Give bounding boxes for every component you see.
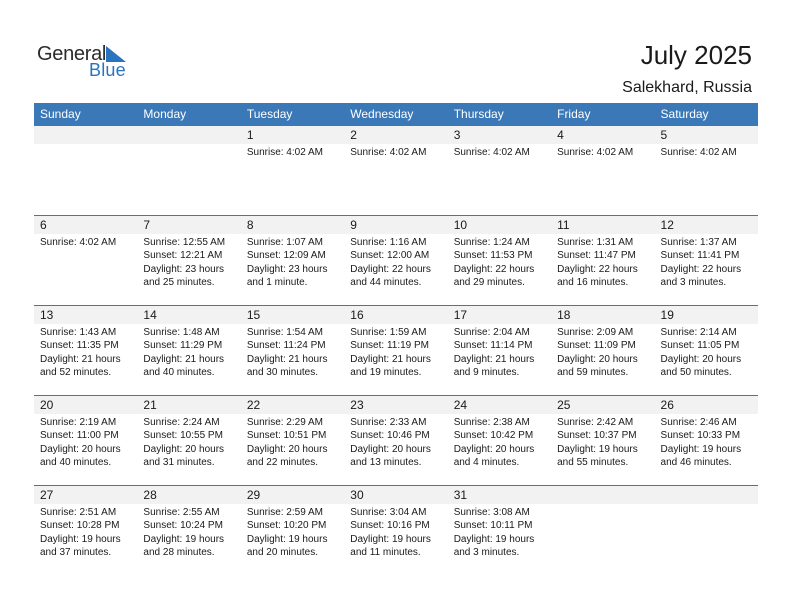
sun-info-line: Sunset: 12:09 AM <box>246 250 326 262</box>
sun-info-line: Sunrise: 1:31 AM <box>557 237 634 248</box>
day-band <box>448 126 551 144</box>
sun-info <box>350 146 426 159</box>
sun-info-line: Sunset: 10:37 PM <box>557 430 637 442</box>
day-number: 7 <box>143 218 151 232</box>
sun-info-line: Sunset: 11:47 PM <box>557 250 636 262</box>
sun-info-line: Sunrise: 4:02 AM <box>40 237 117 248</box>
sun-info-line: Sunrise: 4:02 AM <box>453 147 530 158</box>
sun-info <box>454 506 535 560</box>
sun-info-line: Sunrise: 3:08 AM <box>453 507 530 518</box>
sun-info-line: Sunrise: 2:46 AM <box>660 417 737 428</box>
sun-info <box>454 236 535 290</box>
day-number: 29 <box>246 488 261 502</box>
day-cell <box>241 396 344 485</box>
sun-info-line: Sunrise: 12:55 AM <box>143 237 226 248</box>
sun-info <box>557 416 638 470</box>
sun-info-line: and 22 minutes. <box>246 457 319 469</box>
weekday-thursday: Thursday <box>453 107 504 121</box>
day-cell <box>551 126 654 215</box>
day-cell <box>655 306 758 395</box>
sun-info-line: Sunrise: 2:38 AM <box>453 417 530 428</box>
sun-info-line: Sunrise: 1:43 AM <box>40 327 117 338</box>
day-cell <box>344 126 447 215</box>
sun-info-line: Daylight: 19 hours <box>143 533 225 545</box>
sun-info-line: Sunrise: 2:14 AM <box>660 327 737 338</box>
sun-info-line: and 52 minutes. <box>40 367 112 379</box>
sun-info-line: and 29 minutes. <box>453 277 525 289</box>
sun-info-line: Sunrise: 1:37 AM <box>660 237 737 248</box>
day-cell <box>448 216 551 305</box>
sun-info-line: and 11 minutes. <box>350 547 421 559</box>
day-number: 20 <box>40 398 54 412</box>
day-band <box>655 126 758 144</box>
day-cell <box>34 486 137 575</box>
day-band <box>241 216 344 234</box>
sun-info-line: Sunset: 10:11 PM <box>453 520 533 532</box>
empty-day-cell <box>137 126 240 215</box>
sun-info-line: Sunset: 10:24 PM <box>143 520 223 532</box>
sun-info-line: and 50 minutes. <box>660 367 732 379</box>
day-cell <box>34 396 137 485</box>
sun-info-line: and 20 minutes. <box>246 547 319 559</box>
sun-info-line: and 30 minutes. <box>246 367 319 379</box>
sun-info <box>350 416 431 470</box>
sun-info <box>661 326 742 380</box>
sun-info-line: and 4 minutes. <box>453 457 520 469</box>
sun-info-line: Daylight: 20 hours <box>143 443 225 455</box>
day-number: 14 <box>143 308 157 322</box>
calendar-week <box>34 126 758 215</box>
sun-info-line: Sunset: 11:05 PM <box>660 340 740 352</box>
day-cell <box>655 216 758 305</box>
sun-info-line: Sunrise: 2:33 AM <box>350 417 427 428</box>
sun-info-line: Sunrise: 1:54 AM <box>246 327 323 338</box>
sun-info <box>247 146 323 159</box>
day-band <box>34 216 137 234</box>
sun-info-line: Sunset: 10:16 PM <box>350 520 430 532</box>
empty-day-cell <box>34 126 137 215</box>
sun-info <box>247 236 328 290</box>
location-subtitle: Salekhard, Russia <box>622 79 752 96</box>
sun-info <box>40 506 121 560</box>
sun-info-line: Sunset: 10:55 PM <box>143 430 223 442</box>
sun-info-line: Sunrise: 4:02 AM <box>660 147 737 158</box>
sun-info-line: Daylight: 21 hours <box>350 353 431 365</box>
day-cell <box>655 396 758 485</box>
day-number: 11 <box>557 218 570 232</box>
weekday-wednesday: Wednesday <box>350 107 414 121</box>
sun-info-line: and 3 minutes. <box>660 277 727 289</box>
sun-info-line: Sunset: 10:51 PM <box>246 430 327 442</box>
calendar-weeks <box>34 126 758 575</box>
sun-info-line: Daylight: 23 hours <box>143 263 225 275</box>
sun-info-line: Daylight: 19 hours <box>453 533 535 545</box>
day-cell <box>344 396 447 485</box>
sun-info-line: and 37 minutes. <box>40 547 112 559</box>
day-cell <box>137 396 240 485</box>
sun-info-line: Daylight: 22 hours <box>660 263 742 275</box>
sun-info-line: Daylight: 19 hours <box>557 443 638 455</box>
sun-info-line: Sunrise: 3:04 AM <box>350 507 427 518</box>
day-cell <box>241 126 344 215</box>
sun-info-line: Sunrise: 2:51 AM <box>40 507 117 518</box>
day-cell <box>137 306 240 395</box>
weekday-friday: Friday <box>557 107 591 121</box>
day-number: 30 <box>350 488 364 502</box>
day-band <box>551 126 654 144</box>
sun-info-line: Daylight: 21 hours <box>453 353 535 365</box>
sun-info-line: Sunset: 11:53 PM <box>453 250 533 262</box>
day-band <box>344 126 447 144</box>
sun-info-line: Daylight: 19 hours <box>40 533 121 545</box>
calendar-week <box>34 485 758 575</box>
sun-info-line: Sunrise: 2:19 AM <box>40 417 117 428</box>
day-cell <box>448 306 551 395</box>
sun-info <box>143 416 224 470</box>
day-number: 21 <box>143 398 157 412</box>
day-band <box>551 486 654 504</box>
empty-day-cell <box>655 486 758 575</box>
sun-info-line: Sunset: 10:46 PM <box>350 430 430 442</box>
day-band <box>137 216 240 234</box>
sun-info-line: Daylight: 20 hours <box>350 443 431 455</box>
sun-info-line: Daylight: 22 hours <box>453 263 535 275</box>
day-band <box>137 126 240 144</box>
sun-info <box>557 236 638 290</box>
day-number: 15 <box>246 308 261 322</box>
sun-info <box>143 236 225 290</box>
sun-info <box>247 416 328 470</box>
day-cell <box>137 216 240 305</box>
sun-info-line: Sunrise: 1:24 AM <box>453 237 530 248</box>
day-number: 4 <box>557 128 564 142</box>
sun-info-line: Sunrise: 2:24 AM <box>143 417 220 428</box>
calendar-week <box>34 305 758 395</box>
sun-info <box>557 146 633 159</box>
logo-general-text: General <box>37 43 107 65</box>
sun-info-line: and 40 minutes. <box>143 367 215 379</box>
sun-info <box>350 236 431 290</box>
sun-info-line: and 31 minutes. <box>143 457 215 469</box>
sun-info-line: Daylight: 19 hours <box>246 533 328 545</box>
day-cell <box>551 396 654 485</box>
sun-info <box>350 506 431 560</box>
day-number: 27 <box>40 488 54 502</box>
weekday-header <box>34 103 758 126</box>
sun-info-line: and 1 minute. <box>246 277 308 289</box>
sun-info-line: Sunset: 11:24 PM <box>246 340 326 352</box>
sun-info-line: Daylight: 20 hours <box>660 353 742 365</box>
sun-info-line: and 3 minutes. <box>453 547 520 559</box>
sun-info-line: and 55 minutes. <box>557 457 629 469</box>
day-cell <box>34 306 137 395</box>
sun-info-line: Sunrise: 1:59 AM <box>350 327 427 338</box>
day-cell <box>241 216 344 305</box>
sun-info <box>40 326 121 380</box>
sun-info-line: and 44 minutes. <box>350 277 422 289</box>
sun-info-line: Sunset: 11:00 PM <box>40 430 119 442</box>
sun-info-line: Daylight: 20 hours <box>557 353 638 365</box>
empty-day-cell <box>551 486 654 575</box>
sun-info <box>40 416 121 470</box>
sun-info-line: Daylight: 20 hours <box>246 443 328 455</box>
sun-info-line: Sunset: 11:41 PM <box>660 250 740 262</box>
day-cell <box>241 486 344 575</box>
calendar-week <box>34 215 758 305</box>
day-number: 1 <box>246 128 254 142</box>
page-title: July 2025 <box>640 40 752 70</box>
day-number: 25 <box>557 398 571 412</box>
calendar <box>34 103 758 575</box>
weekday-tuesday: Tuesday <box>246 107 293 121</box>
sun-info-line: Sunrise: 2:42 AM <box>557 417 634 428</box>
day-cell <box>448 126 551 215</box>
day-number: 17 <box>453 308 468 322</box>
day-number: 2 <box>350 128 357 142</box>
day-cell <box>551 216 654 305</box>
day-number: 12 <box>660 218 674 232</box>
day-number: 19 <box>660 308 674 322</box>
sun-info-line: Sunset: 11:14 PM <box>453 340 533 352</box>
sun-info-line: Sunrise: 1:16 AM <box>350 237 427 248</box>
sun-info-line: Daylight: 20 hours <box>40 443 121 455</box>
sun-info-line: Daylight: 21 hours <box>40 353 121 365</box>
day-number: 28 <box>143 488 157 502</box>
sun-info-line: and 16 minutes. <box>557 277 629 289</box>
day-number: 26 <box>660 398 674 412</box>
sun-info <box>454 416 535 470</box>
day-band <box>241 126 344 144</box>
calendar-week <box>34 395 758 485</box>
sun-info-line: Sunrise: 2:09 AM <box>557 327 634 338</box>
sun-info-line: and 28 minutes. <box>143 547 215 559</box>
day-cell <box>344 306 447 395</box>
day-cell <box>448 486 551 575</box>
day-number: 23 <box>350 398 364 412</box>
logo <box>37 43 137 83</box>
sun-info <box>661 416 742 470</box>
day-number: 24 <box>453 398 468 412</box>
sun-info-line: Sunrise: 4:02 AM <box>350 147 427 158</box>
sun-info-line: and 59 minutes. <box>557 367 629 379</box>
sun-info-line: Sunset: 11:09 PM <box>557 340 636 352</box>
sun-info-line: Sunrise: 2:59 AM <box>246 507 323 518</box>
day-number: 9 <box>350 218 357 232</box>
sun-info <box>454 326 535 380</box>
day-number: 22 <box>246 398 261 412</box>
sun-info-line: Sunset: 12:00 AM <box>350 250 430 262</box>
sun-info-line: Sunrise: 1:07 AM <box>246 237 323 248</box>
sun-info-line: Daylight: 19 hours <box>350 533 431 545</box>
day-cell <box>241 306 344 395</box>
sun-info <box>454 146 530 159</box>
day-cell <box>655 126 758 215</box>
day-cell <box>344 216 447 305</box>
sun-info-line: Sunrise: 1:48 AM <box>143 327 220 338</box>
sun-info-line: Daylight: 21 hours <box>246 353 328 365</box>
sun-info <box>661 146 737 159</box>
day-cell <box>448 396 551 485</box>
sun-info-line: Sunset: 10:28 PM <box>40 520 120 532</box>
day-band <box>344 216 447 234</box>
sun-info <box>247 506 328 560</box>
sun-info-line: Sunset: 11:19 PM <box>350 340 430 352</box>
day-number: 5 <box>660 128 668 142</box>
weekday-saturday: Saturday <box>660 107 709 121</box>
day-number: 8 <box>246 218 254 232</box>
day-number: 3 <box>453 128 461 142</box>
sun-info-line: and 13 minutes. <box>350 457 422 469</box>
sun-info-line: Sunrise: 2:29 AM <box>246 417 323 428</box>
day-cell <box>551 306 654 395</box>
sun-info-line: Daylight: 20 hours <box>453 443 535 455</box>
sun-info-line: Sunrise: 2:55 AM <box>143 507 220 518</box>
sun-info <box>557 326 638 380</box>
sun-info <box>40 236 116 249</box>
sun-info-line: Sunset: 10:20 PM <box>246 520 327 532</box>
day-band <box>655 486 758 504</box>
sun-info <box>350 326 431 380</box>
sun-info <box>661 236 742 290</box>
sun-info <box>247 326 328 380</box>
weekday-sunday: Sunday <box>40 107 81 121</box>
sun-info-line: Daylight: 19 hours <box>660 443 742 455</box>
sun-info-line: Daylight: 22 hours <box>557 263 638 275</box>
day-number: 18 <box>557 308 571 322</box>
sun-info-line: Sunset: 10:42 PM <box>453 430 534 442</box>
day-number: 13 <box>40 308 54 322</box>
sun-info <box>143 326 224 380</box>
sun-info-line: and 9 minutes. <box>453 367 520 379</box>
sun-info-line: Sunrise: 2:04 AM <box>453 327 530 338</box>
sun-info-line: Sunrise: 4:02 AM <box>557 147 634 158</box>
sun-info <box>143 506 224 560</box>
sun-info-line: and 46 minutes. <box>660 457 732 469</box>
sun-info-line: Sunset: 11:35 PM <box>40 340 119 352</box>
weekday-monday: Monday <box>143 107 187 121</box>
sun-info-line: Sunset: 10:33 PM <box>660 430 741 442</box>
day-number: 6 <box>40 218 47 232</box>
day-number: 16 <box>350 308 364 322</box>
day-number: 10 <box>453 218 468 232</box>
sun-info-line: and 19 minutes. <box>350 367 422 379</box>
sun-info-line: Sunset: 11:29 PM <box>143 340 223 352</box>
sun-info-line: Daylight: 21 hours <box>143 353 225 365</box>
day-number: 31 <box>453 488 468 502</box>
sun-info-line: Sunset: 12:21 AM <box>143 250 223 262</box>
day-cell <box>34 216 137 305</box>
sun-info-line: Daylight: 22 hours <box>350 263 431 275</box>
sun-info-line: Sunrise: 4:02 AM <box>246 147 323 158</box>
day-band <box>34 126 137 144</box>
day-cell <box>137 486 240 575</box>
sun-info-line: Daylight: 23 hours <box>246 263 328 275</box>
sun-info-line: and 40 minutes. <box>40 457 112 469</box>
sun-info-line: and 25 minutes. <box>143 277 215 289</box>
logo-blue-text: Blue <box>89 60 126 80</box>
day-cell <box>344 486 447 575</box>
